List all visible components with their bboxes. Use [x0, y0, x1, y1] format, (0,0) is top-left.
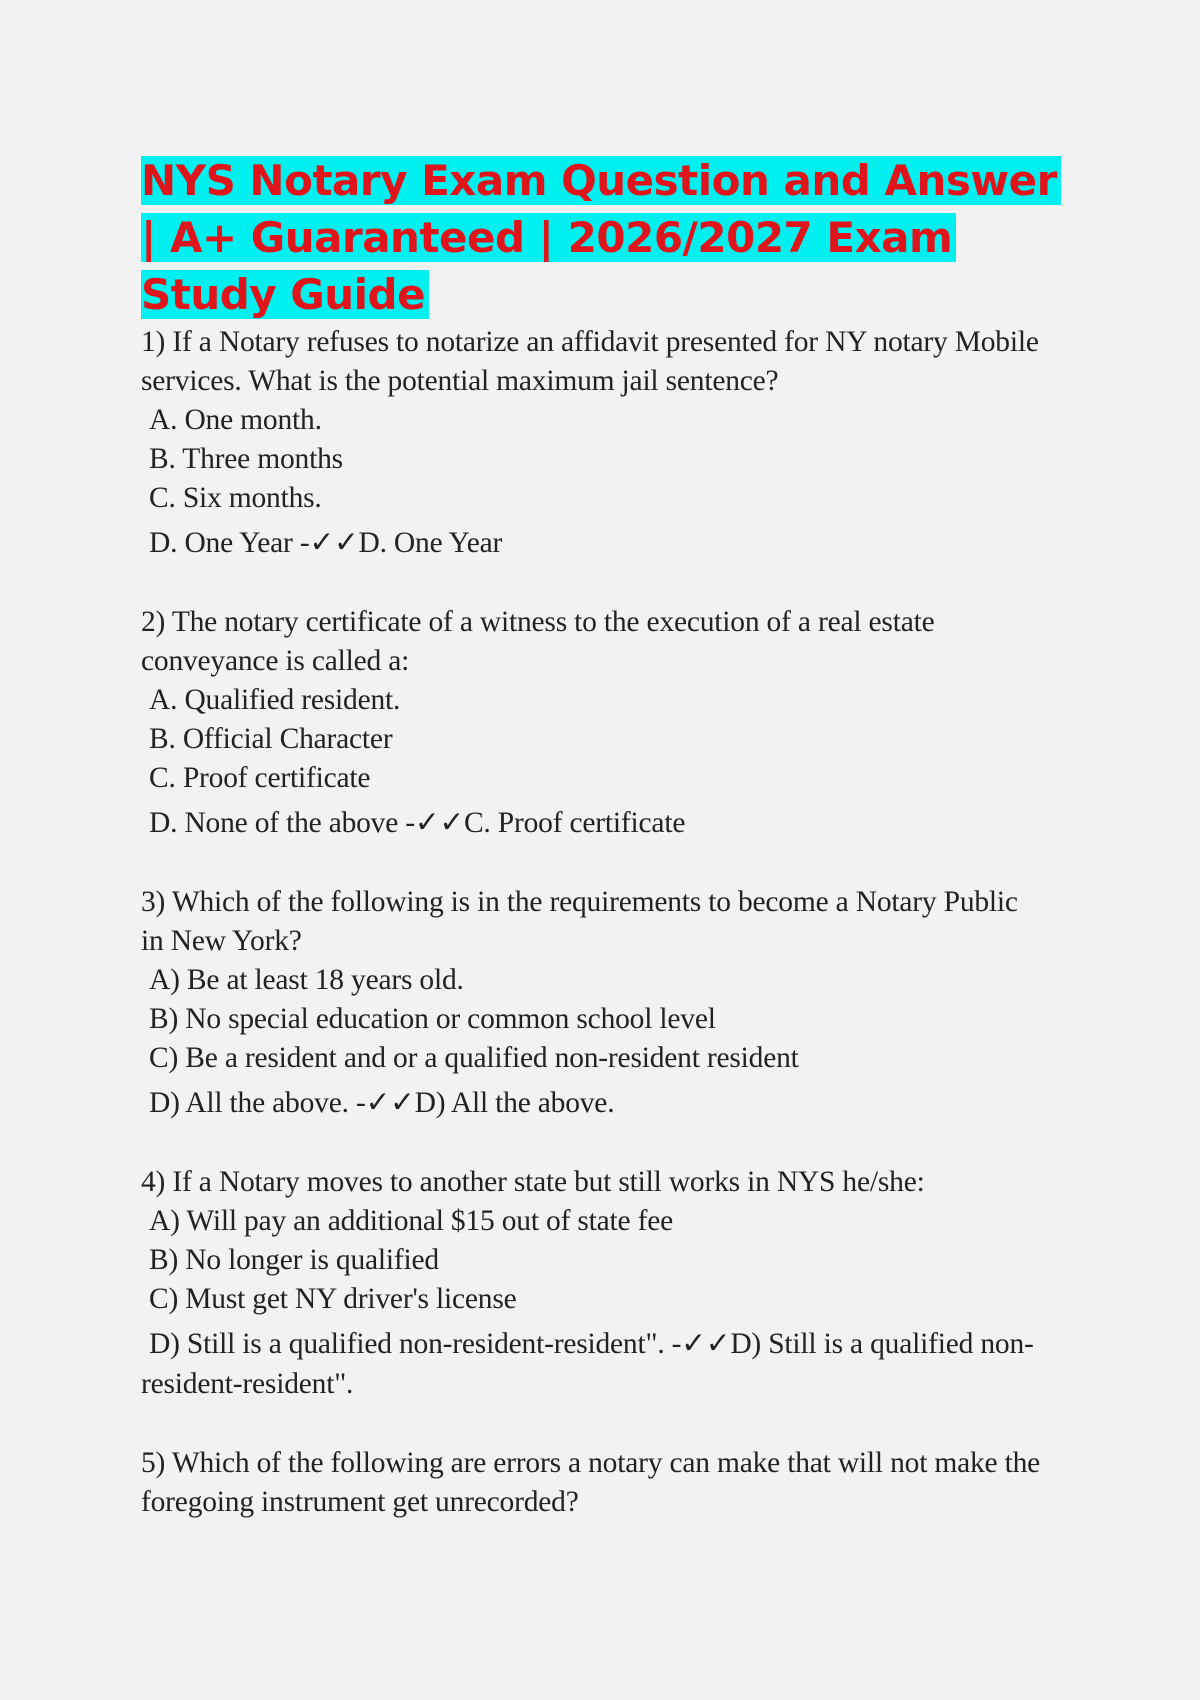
question-text: 5) Which of the following are errors a notary can make that will not make the foregoing instrument get unrecorded?: [141, 1447, 1041, 1518]
question-list: [141, 323, 1061, 1522]
answer-option: B) No longer is qualified: [149, 1244, 439, 1276]
answer-option: B) No special education or common school level: [149, 1003, 716, 1035]
answer-option: A. One month.: [149, 404, 322, 436]
answer-option: A. Qualified resident.: [149, 684, 401, 716]
document-title: [141, 152, 1061, 323]
answer-option: C) Must get NY driver's license: [149, 1283, 517, 1315]
question-text: 1) If a Notary refuses to notarize an affidavit presented for NY notary Mobile services. What is the potential maximum jail sentence?: [141, 326, 1039, 397]
question-block-4: [141, 1163, 1061, 1404]
answer-option-with-key: D. None of the above -✓✓C. Proof certificate: [149, 807, 686, 839]
question-block-1: [141, 323, 1061, 563]
question-block-5: [141, 1444, 1061, 1522]
answer-option: C) Be a resident and or a qualified non-resident resident: [149, 1042, 799, 1074]
question-text: 2) The notary certificate of a witness to the execution of a real estate conveyance is called a:: [141, 606, 935, 677]
document-content: [141, 152, 1061, 1522]
question-block-2: [141, 603, 1061, 843]
answer-option: A) Be at least 18 years old.: [149, 964, 464, 996]
document-title-text: NYS Notary Exam Question and Answer | A+ Guaranteed | 2026/2027 Exam Study Guide: [141, 156, 1061, 319]
answer-option-with-key: D) Still is a qualified non-resident-resident". -✓✓D) Still is a qualified non-resident-resident".: [141, 1328, 1034, 1400]
answer-option-with-key: D. One Year -✓✓D. One Year: [149, 527, 503, 559]
question-text: 4) If a Notary moves to another state but still works in NYS he/she:: [141, 1166, 925, 1198]
answer-option: B. Three months: [149, 443, 343, 475]
answer-option: A) Will pay an additional $15 out of state fee: [149, 1205, 674, 1237]
answer-option-with-key: D) All the above. -✓✓D) All the above.: [149, 1087, 615, 1119]
question-block-3: [141, 883, 1061, 1123]
answer-option: C. Six months.: [149, 482, 322, 514]
answer-option: B. Official Character: [149, 723, 393, 755]
answer-option: C. Proof certificate: [149, 762, 371, 794]
question-text: 3) Which of the following is in the requirements to become a Notary Public in New York?: [141, 886, 1018, 957]
